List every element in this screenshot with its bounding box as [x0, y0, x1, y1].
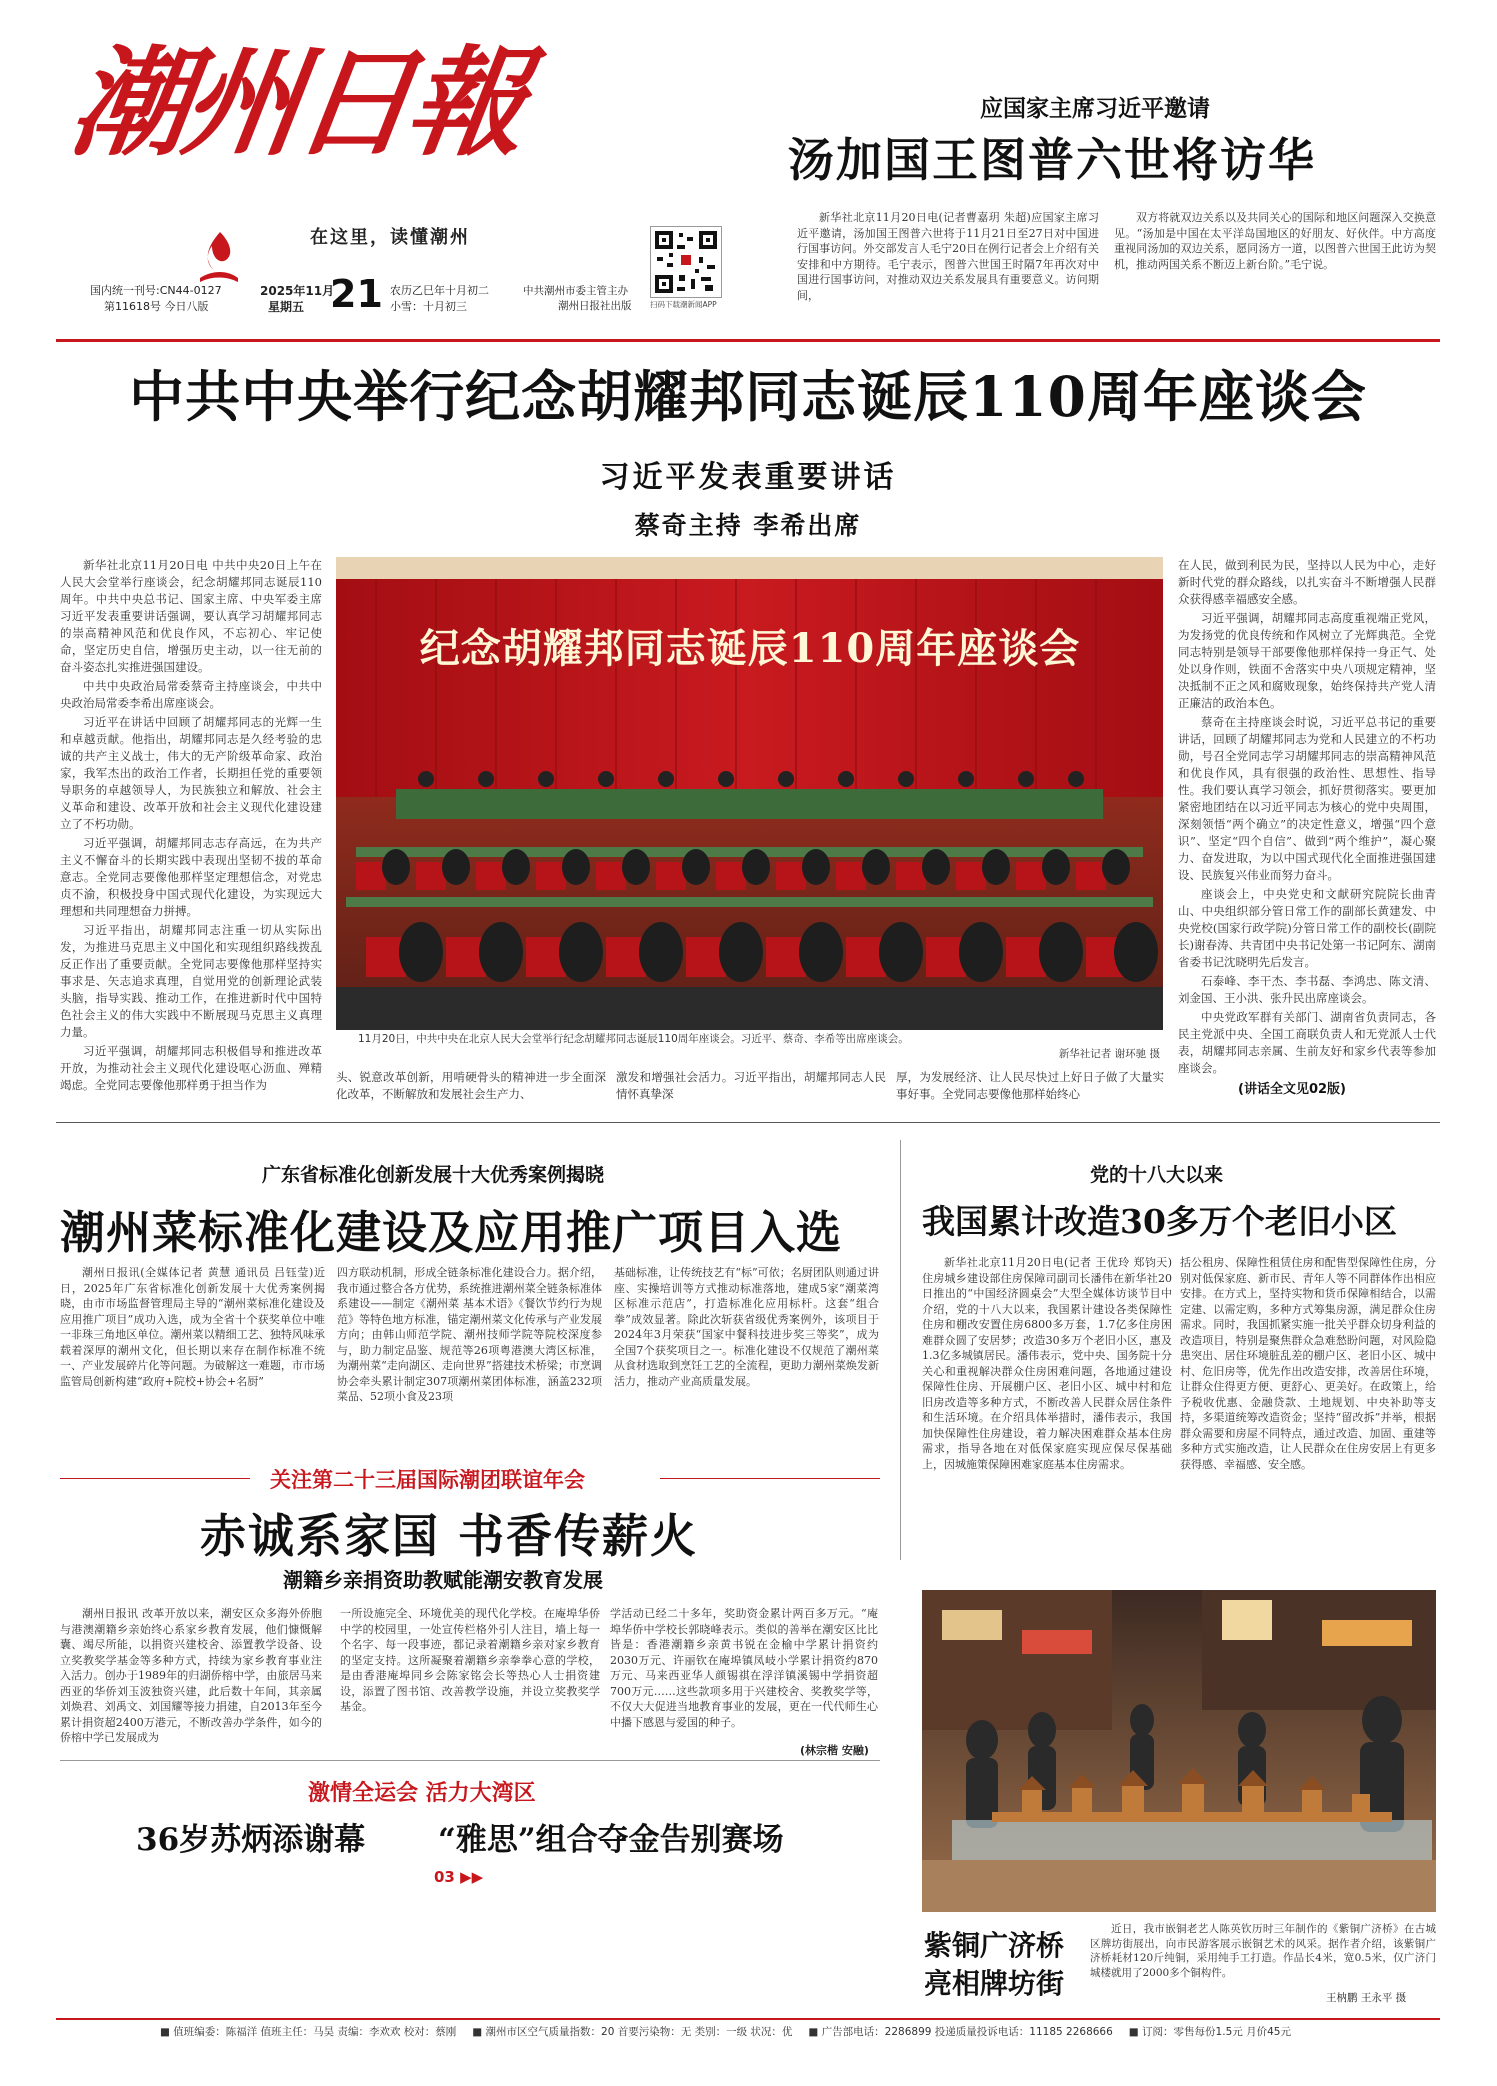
gallery-credit: 王枘鹏 王永平 摄 — [1326, 1992, 1407, 2004]
photo-credit: 新华社记者 谢环驰 摄 — [1058, 1048, 1160, 1060]
renovation-vline — [900, 1140, 901, 1560]
cuisine-col-1: 潮州日报讯(全媒体记者 黄慧 通讯员 吕钰莹)近日，2025年广东省标准化创新发展十大优秀案例揭晓，由市市场监督管理局主导的“潮州菜标准化建设及应用推广项目”成功入选，成为全省十个获奖单位中唯一非珠三角地区单位。潮州菜以精细工艺、独特风味承载着深厚的潮州文化，但长期以来存在制作标准不统一、产业发展碎片化等问题。为破解这一难题，市市场监管局创新构建“政府+院校+协会+名厨” — [60, 1266, 325, 1388]
lead-subhead-2: 蔡奇主持 李希出席 — [634, 511, 862, 540]
slogan: 在这里，读懂潮州 — [310, 227, 470, 248]
lead-photo[interactable] — [336, 557, 1163, 1030]
footer-item-subscription: ■ 订阅：零售每份1.5元 月价45元 — [1128, 2026, 1291, 2038]
education-subhead: 潮籍乡亲捐资助教赋能潮安教育发展 — [283, 1568, 603, 1592]
lead-headline: 中共中央举行纪念胡耀邦同志诞辰110周年座谈会 — [129, 364, 1367, 429]
day-number: 21 — [330, 272, 383, 316]
sports-kicker: 激情全运会 活力大湾区 — [308, 1780, 536, 1806]
masthead — [60, 20, 530, 316]
top-news-col-1: 新华社北京11月20日电(记者曹嘉玥 朱超)应国家主席习近平邀请，汤加国王图普六世将于11月21日至27日对中国进行国事访问。外交部发言人毛宁20日在例行记者会上介绍有关安排和中方期待。毛宁表示，图普六世国王时隔7年再次对中国进行国事访问，对推动双边关系发展具有重要意义。访问期间， — [797, 211, 1099, 302]
flame-logo-icon — [196, 230, 242, 286]
lead-strip-1: 头、锐意改革创新，用啃硬骨头的精神进一步全面深化改革，不断解放和发展社会生产力、 — [336, 1070, 606, 1101]
education-byline: (林宗楷 安融) — [800, 1744, 869, 1757]
cuisine-kicker: 广东省标准化创新发展十大优秀案例揭晓 — [262, 1164, 605, 1186]
top-news-col-2: 双方将就双边关系以及共同关心的国际和地区问题深入交换意见。“汤加是中国在太平洋岛国地区的好朋友、好伙伴。中方高度重视同汤加的双边关系，愿同汤方一道，以图普六世国王此访为契机，推动两国关系不断迈上新台阶。”毛宁说。 — [1114, 211, 1436, 271]
top-news-kicker: 应国家主席习近平邀请 — [980, 95, 1210, 122]
gallery-photo[interactable] — [922, 1590, 1436, 1912]
gallery-caption: 近日，我市嵌铜老艺人陈英钦历时三年制作的《紫铜广济桥》在古城区牌坊街展出，向市民游客展示嵌铜艺术的风采。据作者介绍，该紫铜广济桥耗材120斤纯铜，采用纯手工打造。作品长4米，宽0.5米，仅广济门城楼就用了2000多个铜构件。 — [1090, 1923, 1436, 1979]
solar-term: 小雪：十月初三 — [390, 300, 467, 313]
publisher-2: 潮州日报社出版 — [558, 300, 632, 312]
edu-divider-left — [60, 1478, 250, 1479]
lead-strip-3: 厚，为发展经济、让人民尽快过上好日子做了大量实事好事。全党同志要像他那样始终心 — [896, 1070, 1164, 1101]
qr-code-icon — [651, 227, 721, 297]
lead-right-column: 在人民，做到利民为民，坚持以人民为中心，走好新时代党的群众路线，以扎实奋斗不断增强人民群众获得感幸福感安全感。 习近平强调，胡耀邦同志高度重视端正党风，为发扬党的优良传统和作风树立了光辉典范。全党同志特别是领导干部要像他那样保持一身正气、处处以身作则，铁面不舍落实中央八项规定精神，坚决抵制不正之风和腐败现象，始终保持共产党人清正廉洁的政治本色。 蔡奇在主持座谈会时说，习近平总书记的重要讲话，回顾了胡耀邦同志为党和人民建立的不朽功勋，号召全党同志学习胡耀邦同志的崇高精神风范和优良作风，具有很强的政治性、思想性、指导性。我们要认真学习领会，抓好贯彻落实。要更加紧密地团结在以习近平同志为核心的党中央周围，深刻领悟“两个确立”的决定性意义，增强“四个意识”、坚定“四个自信”、做到“两个维护”，凝心聚力、奋发进取，为以中国式现代化全面推进强国建设、民族复兴伟业而努力奋斗。 座谈会上，中央党史和文献研究院院长曲青山、中央组织部分管日常工作的副部长黄建发、中央党校(国家行政学院)分管日常工作的副校长(副院长)谢春涛、共青团中央书记处第一书记阿东、湖南省委书记沈晓明先后发言。 石泰峰、李干杰、李书磊、李鸿忠、陈文清、刘金国、王小洪、张升民出席座谈会。 中央党政军群有关部门、湖南省负责同志，各民主党派中央、全国工商联负责人和无党派人士代表，胡耀邦同志亲属、生前友好和家乡代表等参加座谈会。 — [1178, 558, 1436, 1075]
renovation-kicker: 党的十八大以来 — [1090, 1164, 1224, 1186]
footer-item-air: ■ 潮州市区空气质量指数：20 首要污染物：无 类别：一级 状况：优 — [472, 2026, 793, 2038]
issue-no: 第11618号 今日八版 — [104, 300, 209, 313]
logo: 潮州日報 — [62, 33, 530, 172]
gallery-title-1: 紫铜广济桥 — [924, 1929, 1065, 1962]
top-news-headline: 汤加国王图普六世将访华 — [788, 133, 1316, 187]
sports-headline-2[interactable]: “雅思”组合夺金告别赛场 — [438, 1822, 784, 1858]
cuisine-col-2: 四方联动机制，形成全链条标准化建设合力。据介绍，我市通过整合各方优势，系统推进潮州菜全链条标准体系建设——制定《潮州菜 基本术语》《餐饮节约行为规范》等特色地方标准，锚定潮州菜文化传承与产业发展方向；由韩山师范学院、潮州技师学院等院校深度参与，助力制定品鉴、规范等26项粤港澳大湾区标准，为潮州菜“走向湖区、走向世界”搭建技术桥梁；市烹调协会牵头累计制定307项潮州菜团体标准，涵盖232项菜品、52项小食及23项 — [337, 1266, 602, 1403]
education-col-2: 一所设施完全、环境优美的现代化学校。在庵埠华侨中学的校园里，一处宣传栏格外引人注目，墙上每一个名字、每一段事迹，都记录着潮籍乡亲对家乡教育的坚定支持。这所凝聚着潮籍乡亲拳拳心意的学校，是由香港庵埠同乡会陈家铭会长等热心人士捐资建设，添置了图书馆、改善教学设施，并设立奖教奖学基金。 — [340, 1607, 600, 1713]
photo-banner: 纪念胡耀邦同志诞辰110周年座谈会 — [419, 625, 1081, 672]
lead-subhead: 习近平发表重要讲话 — [599, 460, 897, 495]
education-headline: 赤诚系家国 书香传薪火 — [200, 1509, 699, 1563]
divider — [56, 1122, 1440, 1123]
footer-item-phone: ■ 广告部电话：2286899 投递质量投诉电话：11185 2268666 — [808, 2026, 1113, 2038]
education-kicker: 关注第二十三届国际潮团联谊年会 — [270, 1467, 585, 1492]
renovation-headline: 我国累计改造30多万个老旧小区 — [922, 1202, 1397, 1241]
cuisine-col-3: 基础标准，让传统技艺有“标”可依；名厨团队则通过讲座、实操培训等方式推动标准落地，建成5家“潮菜湾区标准示范店”，打造标准化应用标杆。这套“组合拳”成效显著。除此次斩获省级优秀案例外，该项目于2024年3月荣获“国家中餐科技进步奖三等奖”，成为全国7个获奖项目之一。标准化建设不仅规范了潮州菜从食材选取到烹饪工艺的全流程，更助力潮州菜焕发新活力，推动产业高质量发展。 — [614, 1266, 879, 1388]
lead-left-column: 新华社北京11月20日电 中共中央20日上午在人民大会堂举行座谈会，纪念胡耀邦同志诞辰110周年。中共中央总书记、国家主席、中央军委主席习近平发表重要讲话强调，要认真学习胡耀邦同志的崇高精神风范和优良作风，不忘初心、牢记使命，坚定历史自信，增强历史主动，以一往无前的奋斗姿态扎实推进强国建设。 中共中央政治局常委蔡奇主持座谈会，中共中央政治局常委李希出席座谈会。 习近平在讲话中回顾了胡耀邦同志的光辉一生和卓越贡献。他指出，胡耀邦同志是久经考验的忠诚的共产主义战士，伟大的无产阶级革命家、政治家，我军杰出的政治工作者，长期担任党的重要领导职务的卓越领导人，为民族独立和解放、社会主义革命和建设、改革开放和社会主义现代化建设建立了不朽功勋。 习近平强调，胡耀邦同志志存高远，在为共产主义不懈奋斗的长期实践中表现出坚韧不拔的革命意志。全党同志要像他那样坚定理想信念，对党忠贞不渝，积极投身中国式现代化建设，为实现远大理想和共同理想奋力拼搏。 习近平指出，胡耀邦同志注重一切从实际出发，为推进马克思主义中国化和实现组织路线拨乱反正作出了重要贡献。全党同志要像他那样坚持实事求是、矢志追求真理，自觉用党的创新理论武装头脑，指导实践、推动工作，在推进新时代中国特色社会主义的伟大实践中不断展现马克思主义真理力量。 习近平强调，胡耀邦同志积极倡导和推进改革开放，为推动社会主义现代化建设呕心沥血、殚精竭虑。全党同志要像他那样勇于担当作为 — [60, 558, 322, 1092]
renovation-col-2: 括公租房、保障性租赁住房和配售型保障性住房，分别对低保家庭、新市民、青年人等不同群体作出相应安排。在方式上，坚持实物和货币保障相结合，以需定建、以需定购，多种方式筹集房源，满足群众住房需求。同时，我国抓紧实施一批关乎群众切身利益的改造项目，特别是聚焦群众急难愁盼问题，对风险隐患突出、居住环境脏乱差的棚户区、老旧小区、城中村、危旧房等，优先作出改造安排，改善居住环境，让群众住得更方便、更舒心、更美好。在政策上，给予税收优惠、金融贷款、土地规划、中央补助等支持，多渠道统筹改造资金；坚持“留改拆”并举，根据群众需要和房屋不同特点，通过改造、加固、重建等多种方式实施改造，让人民群众在住房安居上有更多获得感、幸福感、安全感。 — [1180, 1256, 1436, 1471]
qr-code[interactable] — [650, 226, 722, 298]
lunar-date: 农历乙巳年十月初二 — [390, 284, 489, 297]
qr-caption: 扫码下载潮新闻APP — [650, 300, 717, 309]
sports-jump-link[interactable]: 03 ▶▶ — [434, 1868, 484, 1886]
education-col-3: 学活动已经二十多年，奖助资金累计两百多万元。“庵埠华侨中学校长郭晓峰表示。类似的善举在潮安区比比皆是：香港潮籍乡亲黄书锐在金榆中学累计捐资约2030万元、许丽钦在庵埠镇凤岐小学累计捐资约870万元、马来西亚华人颜锡祺在浮洋镇溪锡中学捐资超700万元……这些款项多用于兴建校舍、奖教奖学等，不仅大大促进当地教育事业的发展，更在一代代师生心中播下感恩与爱国的种子。 — [610, 1607, 878, 1729]
education-col-1: 潮州日报讯 改革开放以来，潮安区众多海外侨胞与港澳潮籍乡亲始终心系家乡教育发展，他们慷慨解囊、竭尽所能，以捐资兴建校舍、添置教学设备、设立奖教奖学基金等多种方式，持续为家乡教育事业注入活力。创办于1989年的归湖侨榕中学，由旅居马来西亚的华侨刘玉波独资兴建，此后数十年间，其亲属刘焕君、刘禹文、刘国耀等接力捐建，自2013年至今累计捐资超2400万港元，不断改善办学条件，如今的侨榕中学已发展成为 — [60, 1607, 322, 1744]
footer-item-editors: ■ 值班编委：陈福洋 值班主任：马昊 责编：李欢欢 校对：蔡刚 — [160, 2026, 457, 2038]
cuisine-headline: 潮州菜标准化建设及应用推广项目入选 — [60, 1206, 843, 1259]
footer-bar — [160, 2024, 1440, 2039]
renovation-col-1: 新华社北京11月20日电(记者 王优玲 郑钧天)住房城乡建设部住房保障司副司长潘伟在新华社20日推出的“中国经济圆桌会”大型全媒体访谈节目中介绍，党的十八大以来，我国累计建设各类保障性住房和棚改安置住房6800多万套，1.7亿多住房困难群众圆了安居梦；改造30多万个老旧小区，惠及1.3亿多城镇居民。潘伟表示，党中央、国务院十分关心和重视解决群众住房困难问题，各地通过建设保障性住房、开展棚户区、老旧小区、城中村和危旧房改造等多种方式，不断改善人民群众居住条件和生活环境。在介绍具体举措时，潘伟表示，我国加快保障性住房建设，着力解决困难群众基本住房需求，指导各地在对低保家庭实现应保尽保基础上，因城施策保障困难家庭基本住房需求。 — [922, 1256, 1172, 1471]
lead-strip-2: 激发和增强社会活力。习近平指出，胡耀邦同志人民情怀真挚深 — [616, 1070, 886, 1101]
footer-rule — [56, 2018, 1440, 2020]
gallery-title-2: 亮相牌坊街 — [924, 1967, 1065, 2000]
continued-link[interactable]: (讲话全文见02版) — [1238, 1082, 1346, 1097]
weekday: 星期五 — [268, 300, 305, 314]
year-month: 2025年11月 — [260, 284, 335, 298]
masthead-rule — [56, 339, 1440, 342]
copper-bridge-illustration — [922, 1590, 1436, 1912]
sports-headline-1[interactable]: 36岁苏炳添谢幕 — [136, 1822, 366, 1858]
photo-caption: 11月20日，中共中央在北京人民大会堂举行纪念胡耀邦同志诞辰110周年座谈会。习近平、蔡奇、李希等出席座谈会。 — [358, 1033, 909, 1045]
issn: 国内统一刊号:CN44-0127 — [90, 284, 222, 297]
publisher-1: 中共潮州市委主管主办 — [523, 285, 628, 297]
edu-divider-right — [660, 1478, 880, 1479]
sports-divider — [60, 1760, 880, 1761]
